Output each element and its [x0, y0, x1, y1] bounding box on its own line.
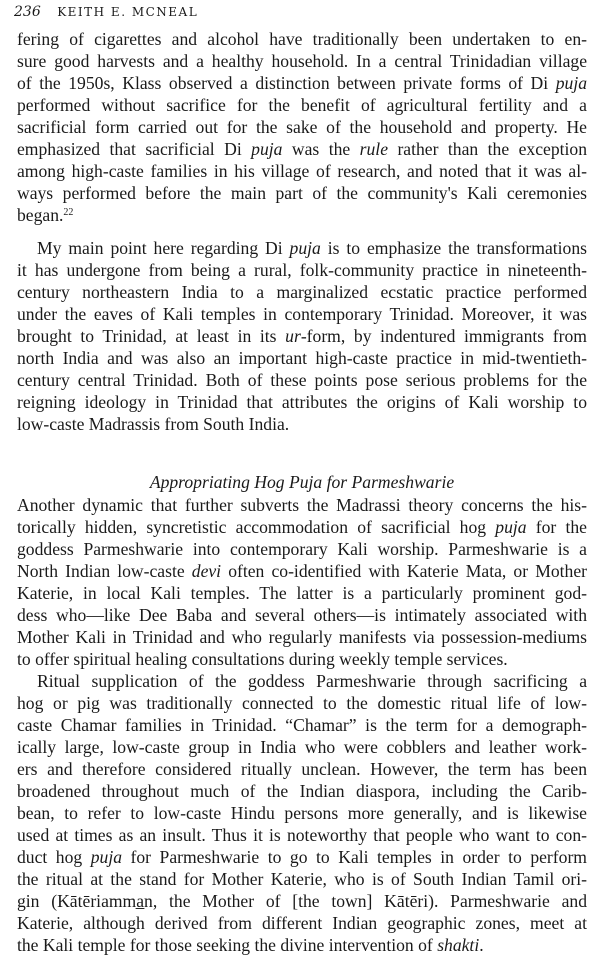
text-line: the Kali temple for those seeking the divine intervention of shakti. [17, 935, 484, 955]
text-line: emphasized that sacrificial Di puja was the rule rather than the exception [17, 139, 587, 159]
text-line: Katerie, in local Kali temples. The latter is a particularly prominent god- [17, 583, 587, 603]
text-line [17, 205, 587, 225]
text-line: reigning ideology in Trinidad that attributes the origins of Kali worship to [17, 392, 587, 412]
italic-term: devi [191, 561, 222, 581]
text-line: North Indian low-caste devi often co-identified with Katerie Mata, or Mother [17, 561, 587, 581]
text-line: ers and therefore considered ritually unclean. However, the term has been [17, 759, 587, 779]
footnote-reference: 22 [63, 207, 74, 218]
text-line: north India and was also an important high-caste practice in mid-twentieth- [17, 348, 587, 368]
text-line: of the 1950s, Klass observed a distinction between private forms of Di puja [17, 73, 587, 93]
italic-term: rule [359, 139, 388, 159]
text-line: Katerie, although derived from different Indian geographic zones, meet at [17, 913, 587, 933]
text-line: low-caste Madrassis from South India. [17, 414, 290, 434]
italic-term: shakti [437, 935, 480, 955]
text-line: century northeastern India to a marginalized ecstatic practice performed [17, 282, 587, 302]
text-line: duct hog puja for Parmeshwarie to go to Kali temples in order to perform [17, 847, 587, 867]
text-line: Mother Kali in Trinidad and who regularly manifests via possession-mediums [17, 627, 587, 647]
text-line: bean, to refer to low-caste Hindu persons more generally, and is likewise [17, 803, 587, 823]
text-line: ways performed before the main part of the community's Kali ceremonies [17, 183, 587, 203]
italic-term: puja [90, 847, 122, 867]
text-line: it has undergone from being a rural, folk-community practice in nineteenth- [17, 260, 587, 280]
italic-term: puja [251, 139, 283, 159]
text-line: broadened throughout much of the Indian diaspora, including the Carib- [17, 781, 587, 801]
text-line: under the eaves of Kali temples in contemporary Trinidad. Moreover, it was [17, 304, 587, 324]
italic-term: puja [289, 238, 321, 258]
text-line: My main point here regarding Di puja is to emphasize the transformations [37, 238, 587, 258]
text-line: among high-caste families in his village of research, and noted that it was al- [17, 161, 587, 181]
italic-term: puja [495, 517, 527, 537]
running-head-author: KEITH E. MCNEAL [57, 5, 199, 19]
text-line: goddess Parmeshwarie into contemporary Kali worship. Parmeshwarie is a [17, 539, 587, 559]
text-line: Ritual supplication of the goddess Parmeshwarie through sacrificing a [37, 671, 587, 691]
text-line: caste Chamar families in Trinidad. “Chamar” is the term for a demograph- [17, 715, 587, 735]
text-line: brought to Trinidad, at least in its ur-form, by indentured immigrants from [17, 326, 587, 346]
text-line: to offer spiritual healing consultations during weekly temple services. [17, 649, 508, 669]
text-line: the ritual at the stand for Mother Katerie, who is of South Indian Tamil ori- [17, 869, 587, 889]
text-line: sacrificial form carried out for the sake of the household and property. He [17, 117, 587, 137]
italic-term: puja [555, 73, 587, 93]
text-line: Another dynamic that further subverts the Madrassi theory concerns the his- [17, 495, 587, 515]
section-heading: Appropriating Hog Puja for Parmeshwarie [149, 472, 455, 492]
text-line: ically large, low-caste group in India who were cobblers and leather work- [17, 737, 587, 757]
italic-term: ur [285, 326, 301, 346]
text-fragment: began. [17, 205, 64, 225]
text-line: torically hidden, syncretistic accommodation of sacrificial hog puja for the [17, 517, 587, 537]
running-header [14, 4, 198, 20]
text-line: sure good harvests and a healthy household. In a central Trinidadian village [17, 51, 587, 71]
text-line: fering of cigarettes and alcohol have traditionally been undertaken to en- [17, 29, 587, 49]
page-number: 236 [14, 4, 41, 20]
text-line: gin (Kātēriamma̲n, the Mother of [the town] Kātēri). Parmeshwarie and [17, 891, 587, 911]
text-line: used at times as an insult. Thus it is noteworthy that people who want to con- [17, 825, 587, 845]
text-line: performed without sacrifice for the benefit of agricultural fertility and a [17, 95, 587, 115]
text-line: century central Trinidad. Both of these points pose serious problems for the [17, 370, 587, 390]
text-line: dess who—like Dee Baba and several others—is intimately associated with [17, 605, 587, 625]
text-line: hog or pig was traditionally connected to the domestic ritual life of low- [17, 693, 587, 713]
